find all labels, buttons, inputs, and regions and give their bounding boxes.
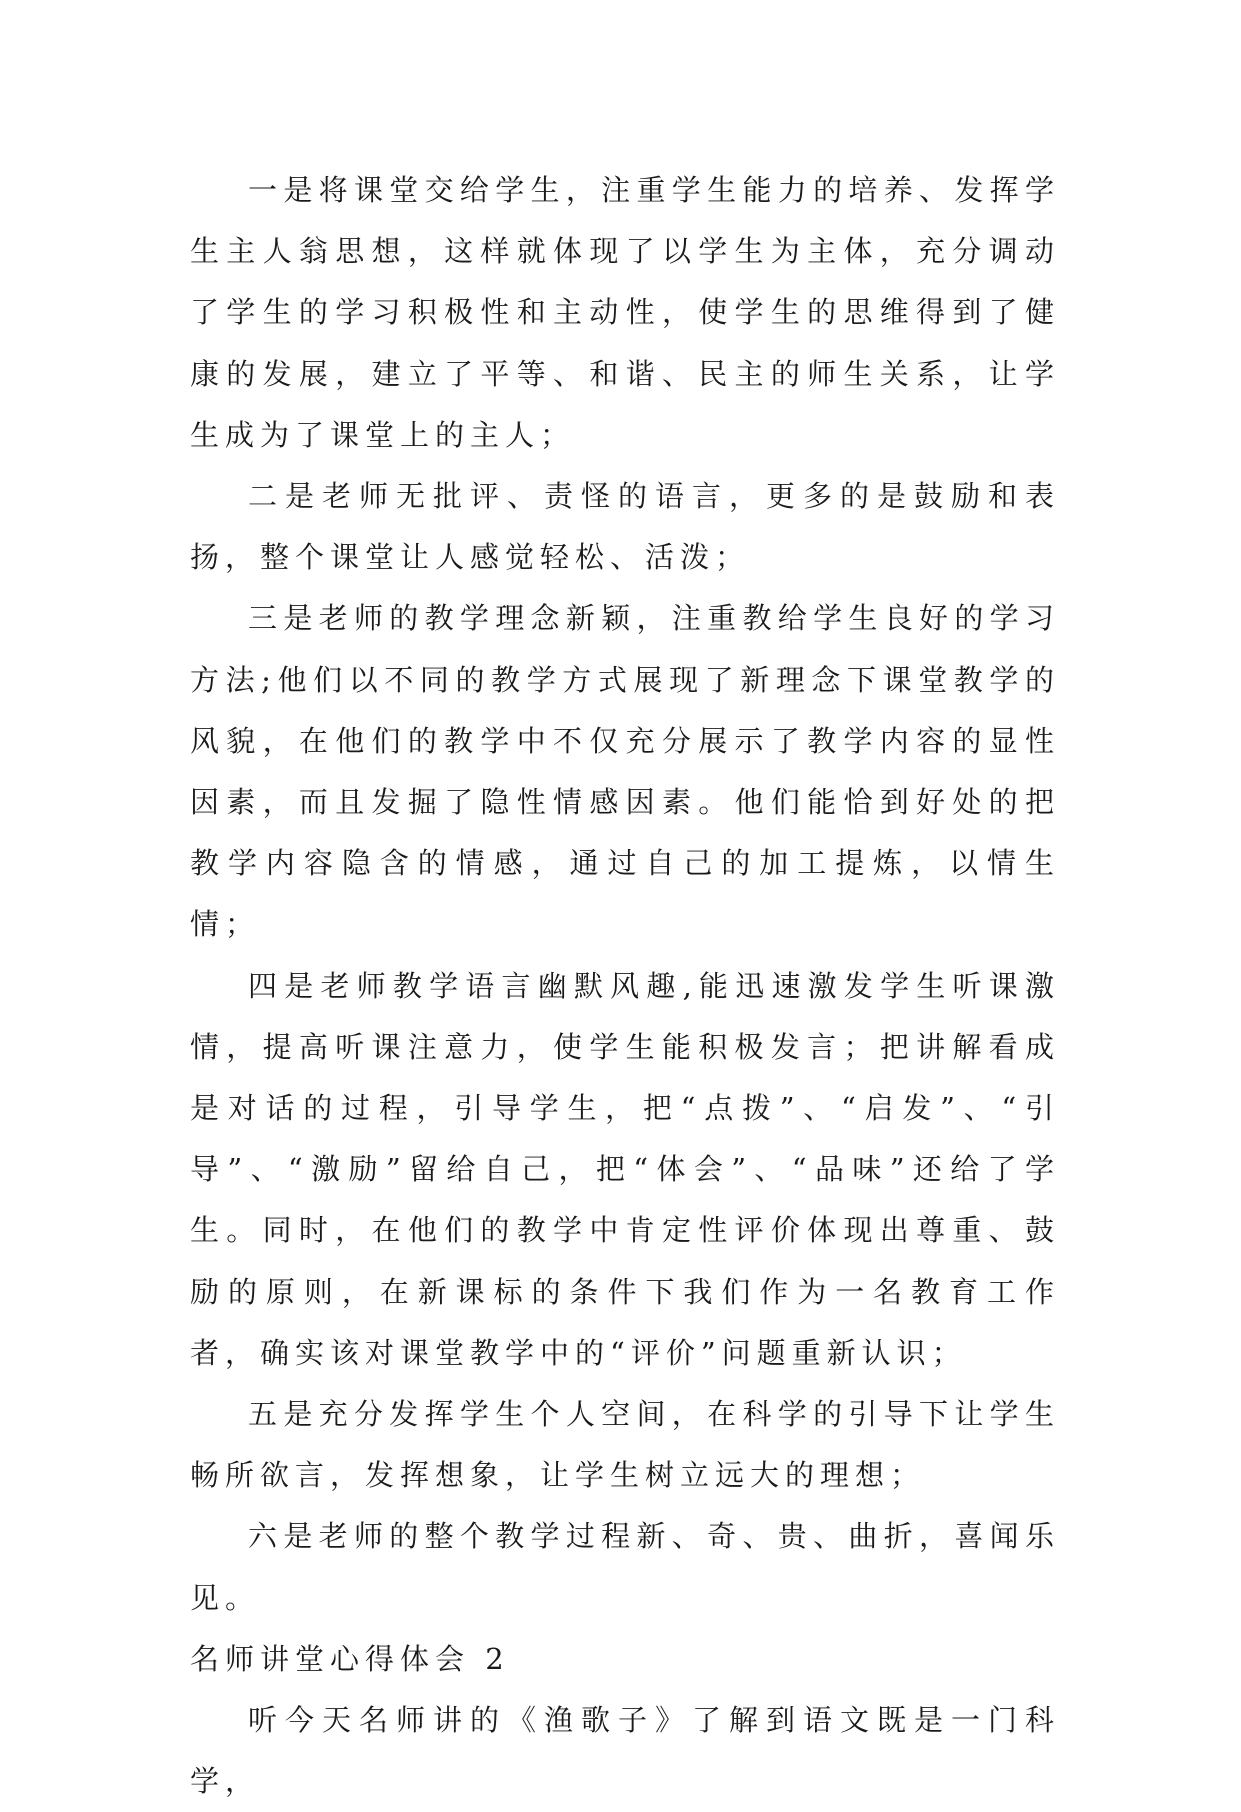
paragraph-1: 一是将课堂交给学生，注重学生能力的培养、发挥学生主人翁思想，这样就体现了以学生为主体，充分调动了学生的学习积极性和主动性，使学生的思维得到了健康的发展，建立了平等、和谐、民主的师生关系，让学生成为了课堂上的主人； [190,173,1060,452]
paragraph-4: 四是老师教学语言幽默风趣,能迅速激发学生听课激情，提高听课注意力，使学生能积极发言；把讲解看成是对话的过程，引导学生，把“点拨”、“启发”、“引导”、“激励”留给自己，把“体会”、“品味”还给了学生。同时，在他们的教学中肯定性评价体现出尊重、鼓励的原则，在新课标的条件下我们作为一名教育工作者，确实该对课堂教学中的“评价”问题重新认识； [190,968,1060,1370]
section-heading: 名师讲堂心得体会 2 [190,1641,510,1676]
document-body [190,160,1060,1812]
paragraph-3: 三是老师的教学理念新颖，注重教给学生良好的学习方法;他们以不同的教学方式展现了新理念下课堂教学的风貌，在他们的教学中不仅充分展示了教学内容的显性因素，而且发掘了隐性情感因素。他们能恰到好处的把教学内容隐含的情感，通过自己的加工提炼，以情生情； [190,601,1060,942]
paragraph-6: 六是老师的整个教学过程新、奇、贵、曲折，喜闻乐见。 [190,1519,1060,1615]
paragraph-2: 二是老师无批评、责怪的语言，更多的是鼓励和表扬，整个课堂让人感觉轻松、活泼； [190,479,1060,575]
paragraph-5: 五是充分发挥学生个人空间，在科学的引导下让学生畅所欲言，发挥想象，让学生树立远大的理想； [190,1397,1060,1493]
paragraph-7: 听今天名师讲的《渔歌子》了解到语文既是一门科学， [190,1703,1060,1799]
